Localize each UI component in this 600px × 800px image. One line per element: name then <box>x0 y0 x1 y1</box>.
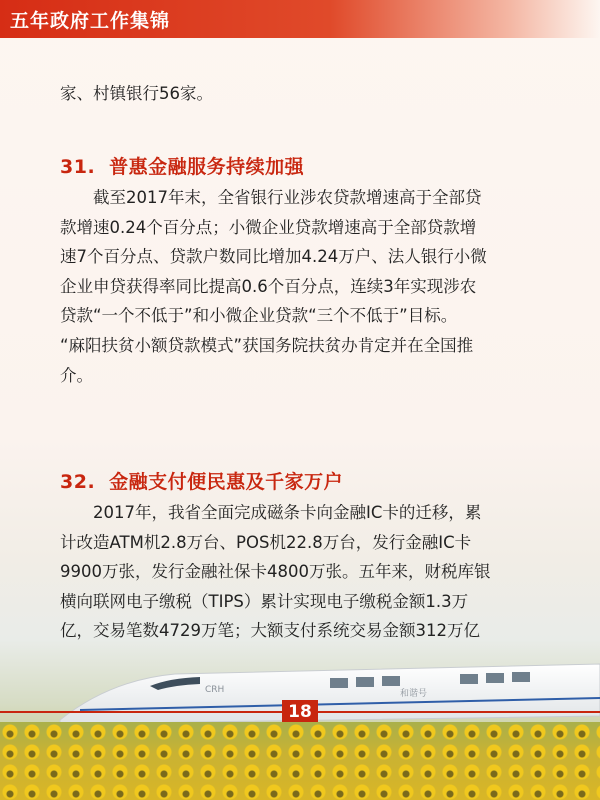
text-line: 企业申贷获得率同比提高0.6个百分点，连续3年实现涉农 <box>60 276 477 296</box>
section-heading-31 <box>60 152 304 179</box>
text-line: “麻阳扶贫小额贷款模式”获国务院扶贫办肯定并在全国推 <box>60 335 474 355</box>
text-line: 速7个百分点、贷款户数同比增加4.24万户、法人银行小微 <box>60 247 487 267</box>
section-title: 普惠金融服务持续加强 <box>109 156 305 178</box>
text-line: 9900万张，发行金融社保卡4800万张。五年来，财税库银 <box>60 562 491 582</box>
text-line: 亿，交易笔数4729万笔；大额支付系统交易金额312万亿 <box>60 621 480 641</box>
text-line: 2017年，我省全面完成磁条卡向金融IC卡的迁移，累 <box>60 503 482 522</box>
text-line: 横向联网电子缴税（TIPS）累计实现电子缴税金额1.3万 <box>60 591 469 611</box>
text-line: 计改造ATM机2.8万台、POS机22.8万台，发行金融IC卡 <box>60 532 472 552</box>
text-line: 贷款“一个不低于”和小微企业贷款“三个不低于”目标。 <box>60 306 458 326</box>
header-title: 五年政府工作集锦 <box>10 10 171 32</box>
train-name: 和谐号 <box>400 689 428 699</box>
header-bar <box>0 0 600 38</box>
sunflower-field <box>0 722 600 800</box>
intro-line: 家、村镇银行56家。 <box>60 84 213 103</box>
train-logo: CRH <box>205 685 225 695</box>
section-title: 金融支付便民惠及千家万户 <box>109 471 344 493</box>
text-line: 款增速0.24个百分点；小微企业贷款增速高于全部贷款增 <box>60 217 477 237</box>
section-body-32 <box>60 498 540 646</box>
page-number: 18 <box>282 700 318 724</box>
text-line: 介。 <box>60 365 93 385</box>
section-body-31 <box>60 183 540 390</box>
section-number: 31. <box>60 156 96 178</box>
section-number: 32. <box>60 471 96 493</box>
text-line: 截至2017年末，全省银行业涉农贷款增速高于全部贷 <box>60 188 482 207</box>
section-heading-32 <box>60 467 343 494</box>
